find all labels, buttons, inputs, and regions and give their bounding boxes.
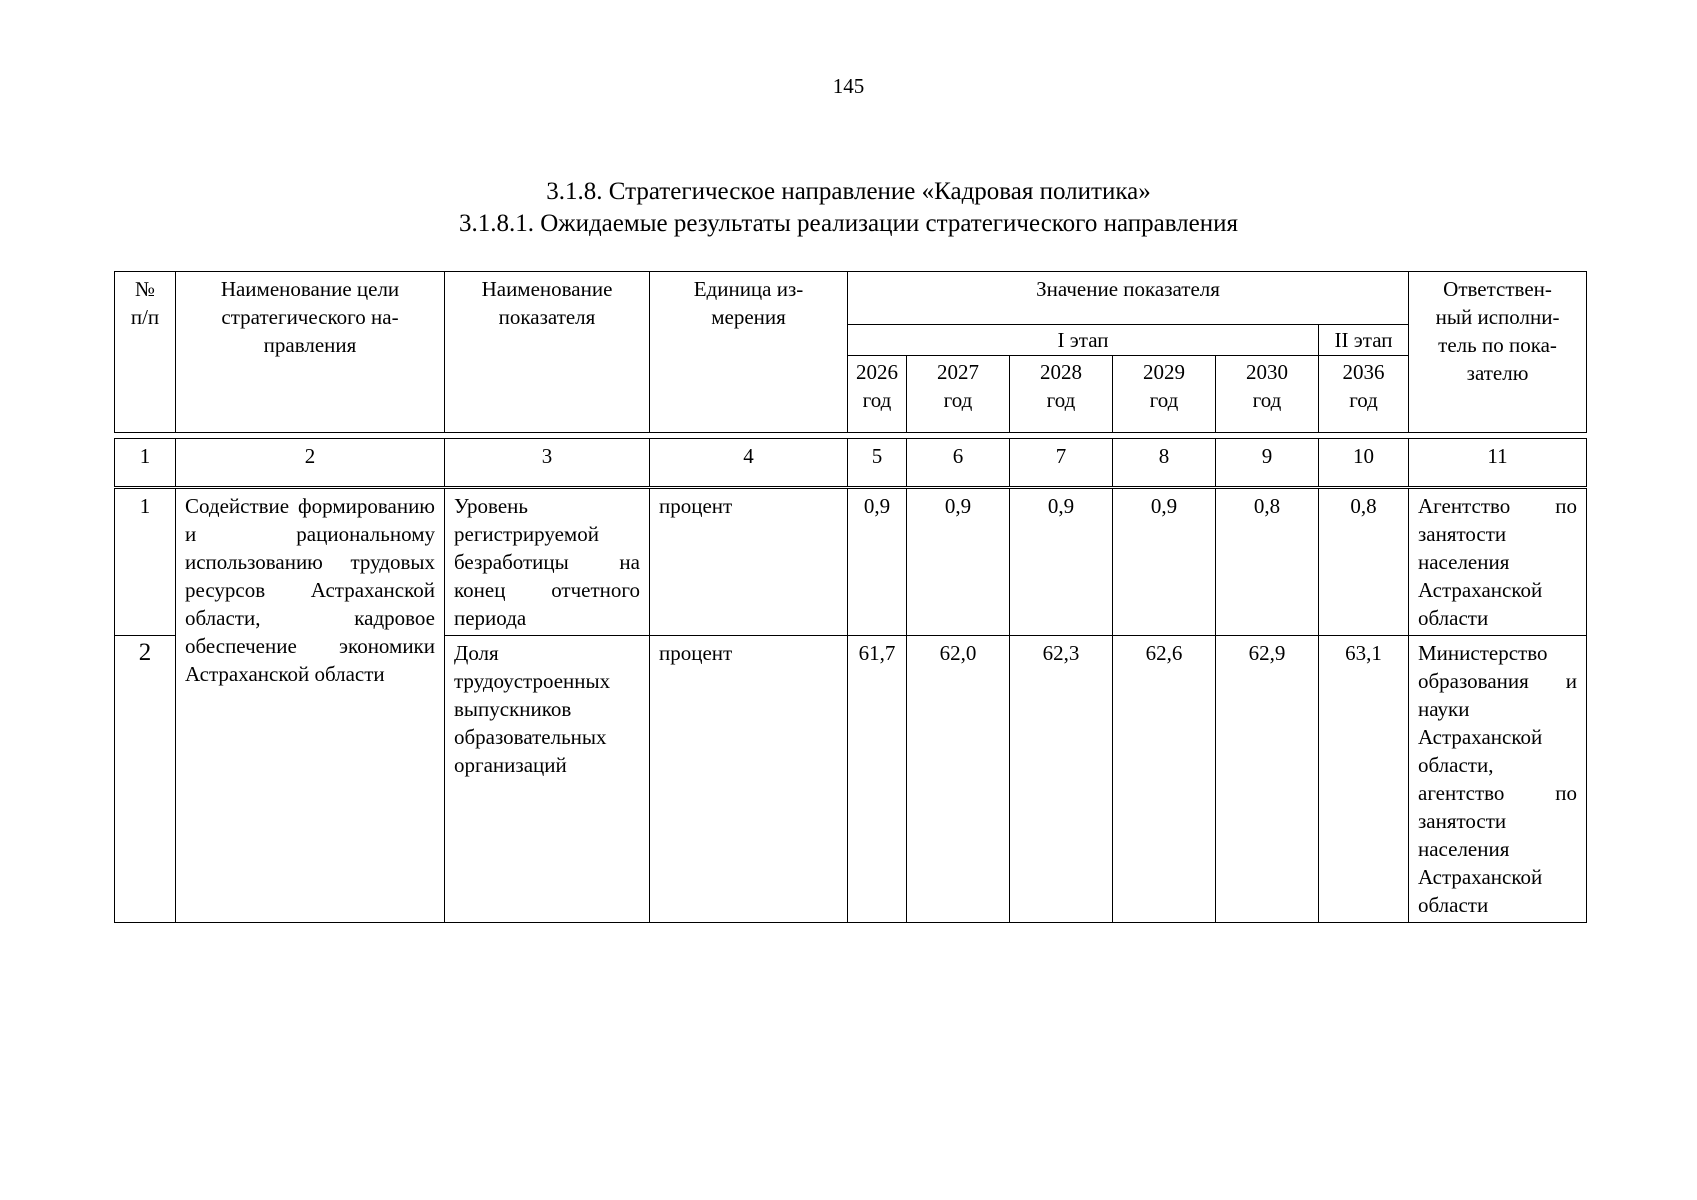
indicator-name: Уровень регистрируемой безработицы на конец отчетного периода	[445, 489, 650, 636]
header-year-2029: 2029 год	[1113, 356, 1216, 433]
responsible: Агентство по занятости населения Астраханской области	[1409, 489, 1587, 636]
column-number-3: 3	[445, 439, 650, 487]
header-value: Значение показателя	[848, 272, 1409, 325]
header-unit: Единица из- мерения	[650, 272, 848, 433]
value-2027: 0,9	[907, 489, 1010, 636]
table-header	[114, 271, 1587, 433]
value-2029: 0,9	[1113, 489, 1216, 636]
column-number-9: 9	[1216, 439, 1319, 487]
column-number-4: 4	[650, 439, 848, 487]
subsection-title: 3.1.8.1. Ожидаемые результаты реализации стратегического направления	[459, 210, 1238, 237]
value-2036: 63,1	[1319, 636, 1409, 923]
value-2030: 62,9	[1216, 636, 1319, 923]
unit: процент	[650, 636, 848, 923]
value-2030: 0,8	[1216, 489, 1319, 636]
column-number-row	[114, 438, 1587, 487]
column-number-1: 1	[115, 439, 176, 487]
value-2027: 62,0	[907, 636, 1010, 923]
page-number: 145	[832, 74, 865, 98]
header-year-2027: 2027 год	[907, 356, 1010, 433]
value-2036: 0,8	[1319, 489, 1409, 636]
section-titles	[0, 176, 1697, 240]
header-goal: Наименование цели стратегического на- правления	[176, 272, 445, 433]
data-table	[114, 488, 1587, 923]
column-number-11: 11	[1409, 439, 1587, 487]
row-number: 2	[115, 636, 176, 923]
value-2026: 61,7	[848, 636, 907, 923]
header-indicator: Наименование показателя	[445, 272, 650, 433]
indicator-name: Доля трудоустроенных выпускников образовательных организаций	[445, 636, 650, 923]
header-year-2036: 2036 год	[1319, 356, 1409, 433]
header-stage-1: I этап	[848, 325, 1319, 356]
value-2028: 0,9	[1010, 489, 1113, 636]
table-row	[115, 489, 1587, 636]
header-year-2028: 2028 год	[1010, 356, 1113, 433]
goal-name: Содействие формированию и рациональному использованию трудовых ресурсов Астраханской области, кадровое обеспечение экономики Астраханской области	[176, 489, 445, 923]
column-number-8: 8	[1113, 439, 1216, 487]
value-2026: 0,9	[848, 489, 907, 636]
column-number-2: 2	[176, 439, 445, 487]
column-number-10: 10	[1319, 439, 1409, 487]
header-no: № п/п	[115, 272, 176, 433]
responsible: Министерство образования и науки Астраханской области, агентство по занятости населения Астраханской области	[1409, 636, 1587, 923]
row-number: 1	[115, 489, 176, 636]
unit: процент	[650, 489, 848, 636]
header-year-2026: 2026 год	[848, 356, 907, 433]
value-2028: 62,3	[1010, 636, 1113, 923]
column-number-6: 6	[907, 439, 1010, 487]
header-responsible: Ответствен- ный исполни- тель по пока- зателю	[1409, 272, 1587, 433]
header-year-2030: 2030 год	[1216, 356, 1319, 433]
header-stage-2: II этап	[1319, 325, 1409, 356]
column-number-7: 7	[1010, 439, 1113, 487]
section-title: 3.1.8. Стратегическое направление «Кадровая политика»	[546, 178, 1151, 205]
value-2029: 62,6	[1113, 636, 1216, 923]
column-number-5: 5	[848, 439, 907, 487]
